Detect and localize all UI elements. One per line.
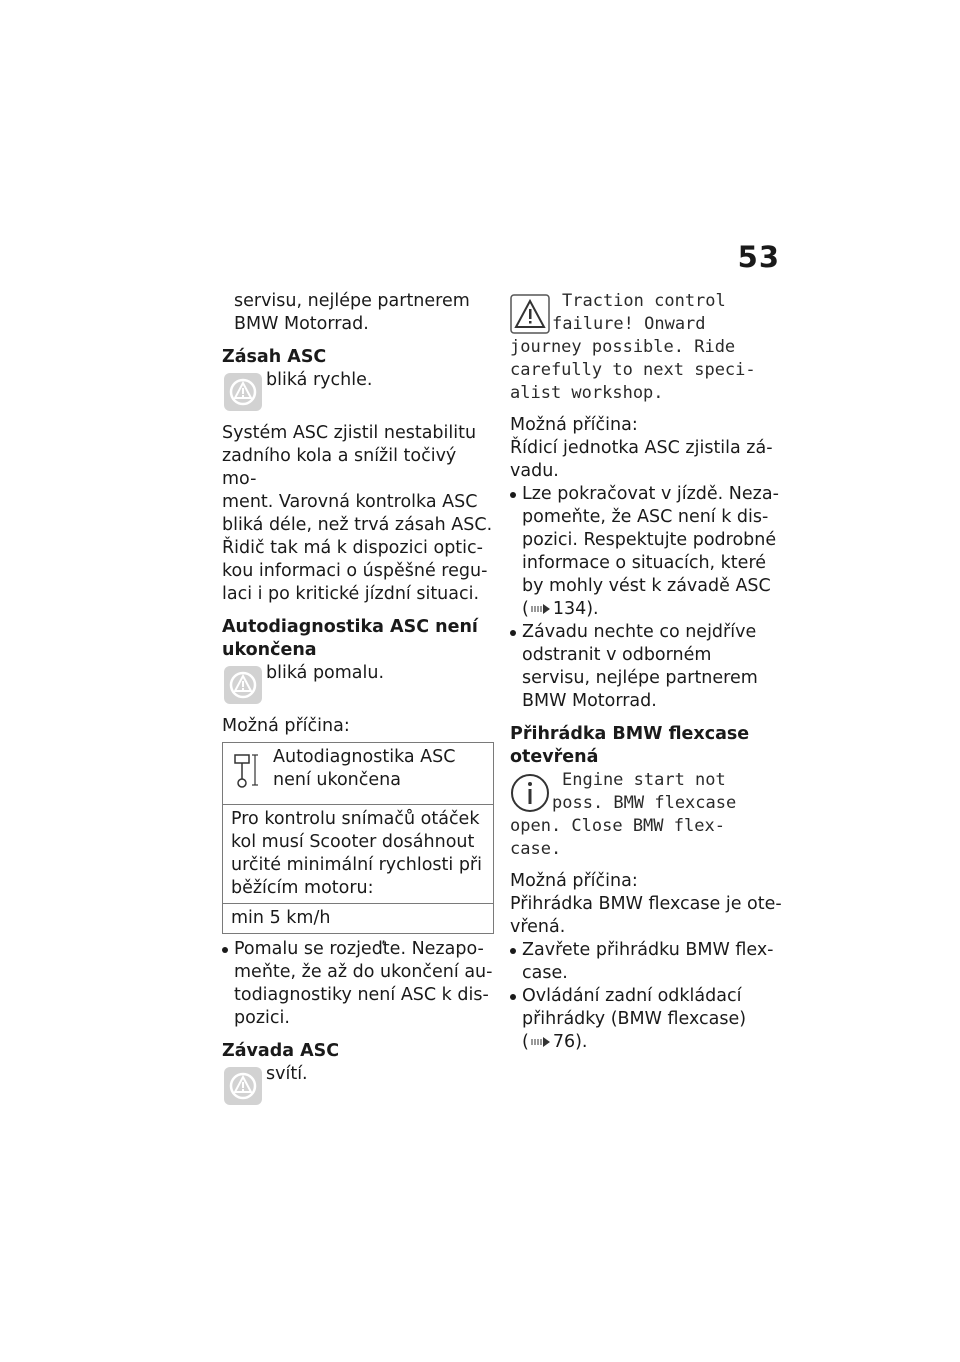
info-icon [510,773,550,820]
autodiag-bullet-line-1: Pomalu se rozjeďte. Nezapo- [234,939,484,959]
zasah-body-3: ment. Varovná kontrolka ASC [222,492,478,512]
right-cause-label: Možná příčina: [510,415,638,435]
right-cause-text-1: Řídicí jednotka ASC zjistila zá- [510,438,773,458]
autodiag-cause-label: Možná příčina: [222,716,350,736]
bullet2-line-1: Závadu nechte co nejdříve [522,622,757,642]
right-bullet-1 [510,483,782,621]
tc-message-line-5: alist workshop. [510,383,664,403]
zavada-asc-indicator [222,1063,494,1107]
flexcase-heading-1: Přihrádka BMW flexcase [510,724,750,744]
zasah-body-7: laci i po kritické jízdní situaci. [222,584,480,604]
flex-bullets [510,939,782,1054]
tc-message-line-4: carefully to next speci- [510,360,756,380]
flex-cause-label: Možná příčina: [510,871,638,891]
flex-message-line-2: poss. BMW flexcase [552,793,737,813]
asc-warning-icon [224,1067,262,1105]
zavada-asc-heading: Závada ASC [222,1041,340,1061]
bullet1-line-1: Lze pokračovat v jízdě. Neza- [522,484,779,504]
tc-message-line-1: Traction control [562,291,726,311]
asc-warning-icon [224,666,262,704]
ref-open-paren: ( [522,599,529,619]
flex-bullet-1 [510,939,782,985]
autodiag-indicator [222,662,494,706]
flex-bullet2-line-2: přihrádky (BMW flexcase) [522,1009,747,1029]
asc-warning-icon [224,373,262,411]
bullet2-line-4: BMW Motorrad. [522,691,657,711]
page-reference-arrow-icon [531,603,551,615]
bullet2-line-3: servisu, nejlépe partnerem [522,668,758,688]
autodiag-bullet-line-4: pozici. [234,1008,290,1028]
bullet1-line-2: pomeňte, že ASC není k dis- [522,507,769,527]
zavada-icon-text: svítí. [266,1064,308,1084]
bullet1-line-4: informace o situacích, které [522,553,767,573]
zasah-body-2: zadního kola a snížil točivý mo- [222,446,457,489]
flex-bullet-2 [510,985,782,1054]
intro-line-2: BMW Motorrad. [234,314,369,334]
autodiag-heading-1: Autodiagnostika ASC není [222,617,478,637]
right-cause-text-2: vadu. [510,461,559,481]
right-bullets [510,483,782,713]
zasah-asc-indicator [222,369,494,413]
flexcase-heading-2: otevřená [510,747,599,767]
warning-triangle-icon [510,294,550,341]
bullet1-ref-page: 134). [552,599,599,619]
autodiag-bullets [222,938,494,1030]
bullet1-line-5: by mohly vést k závadě ASC [522,576,771,596]
autodiag-icon-text: bliká pomalu. [266,663,385,683]
flex-bullet1-line-2: case. [522,963,568,983]
ref-open-paren: ( [522,1032,529,1052]
autodiag-bullet-line-3: todiagnostiky není ASC k dis- [234,985,489,1005]
zasah-asc-heading: Zásah ASC [222,347,327,367]
flex-cause-text-1: Přihrádka BMW flexcase je ote- [510,894,782,914]
flex-message-line-4: case. [510,839,562,859]
zasah-body-4: bliká déle, než trvá zásah ASC. [222,515,493,535]
zasah-body-1: Systém ASC zjistil nestabilitu [222,423,477,443]
bullet2-line-2: odstranit v odborném [522,645,712,665]
flex-cause-text-2: vřená. [510,917,566,937]
traction-control-message [510,290,782,405]
tc-message-line-2: failure! Onward [552,314,706,334]
page-number: 53 [737,240,780,274]
box-body-line-2: kol musí Scooter dosáhnout [231,832,475,852]
autodiag-box-head [223,743,493,804]
box-body-line-1: Pro kontrolu snímačů otáček [231,809,480,829]
box-body-line-4: běžícím motoru: [231,878,374,898]
flex-bullet1-line-1: Zavřete přihrádku BMW flex- [522,940,774,960]
tc-message-line-3: journey possible. Ride [510,337,736,357]
speed-sensor-icon [233,751,261,793]
autodiag-bullet [222,938,494,1030]
autodiag-box-body [223,804,493,903]
right-column [510,290,782,1054]
box-head-line-2: není ukončena [273,770,401,790]
intro-line-1: servisu, nejlépe partnerem [234,291,470,311]
page-reference-arrow-icon [531,1036,551,1048]
flexcase-message [510,769,782,861]
right-bullet-2 [510,621,782,713]
zasah-asc-icon-text: bliká rychle. [266,370,373,390]
bullet1-line-3: pozici. Respektujte podrobné [522,530,777,550]
autodiag-info-box [222,742,494,934]
flex-bullet2-line-1: Ovládání zadní odkládací [522,986,742,1006]
zasah-body-6: kou informaci o úspěšné regu- [222,561,488,581]
autodiag-bullet-line-2: meňte, že až do ukončení au- [234,962,493,982]
bullet1-reference[interactable] [522,598,782,621]
box-body-line-3: určité minimální rychlosti při [231,855,482,875]
autodiag-box-value: min 5 km/h [223,903,493,933]
box-head-line-1: Autodiagnostika ASC [273,747,456,767]
flex-message-line-3: open. Close BMW flex- [510,816,725,836]
autodiag-heading-2: ukončena [222,640,317,660]
flex-message-line-1: Engine start not [562,770,726,790]
left-column [222,290,494,1107]
flex-bullet2-reference[interactable] [522,1031,782,1054]
flex-bullet2-ref-page: 76). [552,1032,588,1052]
zasah-body-5: Řidič tak má k dispozici optic- [222,538,483,558]
